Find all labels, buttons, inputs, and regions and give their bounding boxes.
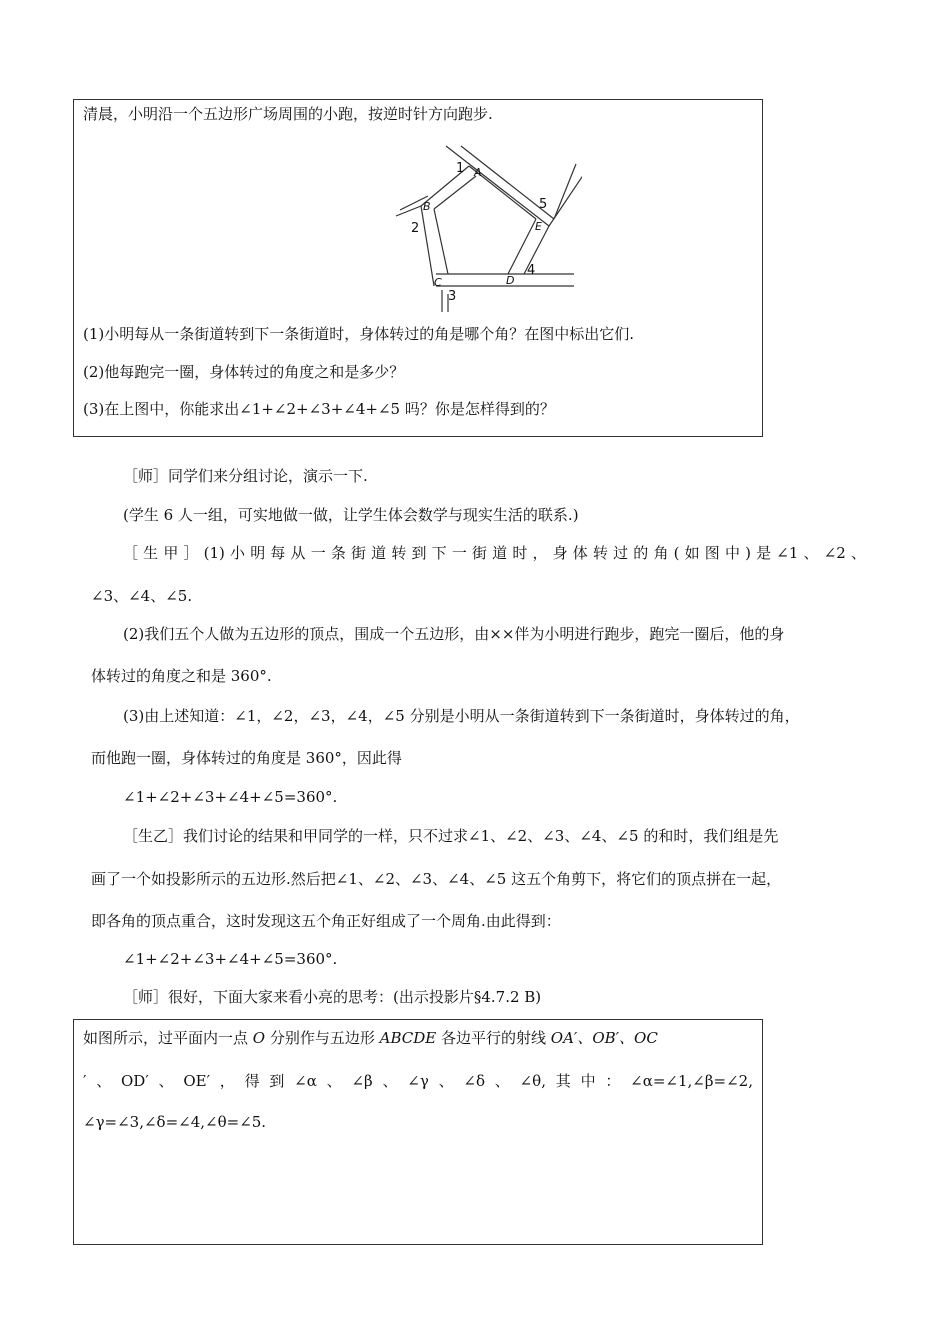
student-a-line-2: ∠3、∠4、∠5.	[91, 587, 193, 605]
student-b-line-1: ［生乙］我们讨论的结果和甲同学的一样，只不过求∠1、∠2、∠3、∠4、∠5 的和时，我们组是先	[123, 827, 779, 845]
vertex-label-a: A	[474, 166, 482, 179]
teacher-remark-2: ［师］很好，下面大家来看小亮的思考：(出示投影片§4.7.2 B)	[123, 988, 542, 1006]
slide-line-3: ∠γ=∠3,∠δ=∠4,∠θ=∠5.	[83, 1113, 267, 1131]
slide-line-1	[83, 1028, 658, 1048]
student-a-part2-line-1: (2)我们五个人做为五边形的顶点，围成一个五边形，由××伴为小明进行跑步，跑完一圈后，他的身	[123, 625, 785, 643]
activity-note: (学生 6 人一组，可实地做一做，让学生体会数学与现实生活的联系.)	[123, 506, 579, 524]
vertex-label-b: B	[423, 200, 431, 213]
formula-2: ∠1+∠2+∠3+∠4+∠5=360°.	[123, 950, 338, 968]
slide-line-1-text-a: 如图所示，过平面内一点	[83, 1029, 253, 1047]
problem-box	[73, 99, 763, 437]
question-1: (1)小明每从一条街道转到下一条街道时，身体转过的角是哪个角？在图中标出它们.	[83, 325, 635, 343]
student-a-part2-line-2: 体转过的角度之和是 360°.	[91, 667, 272, 685]
angle-label-1: 1	[456, 161, 465, 176]
teacher-remark-1: ［师］同学们来分组讨论，演示一下.	[123, 467, 368, 485]
rays-list: OA′、OB′、OC	[550, 1029, 658, 1047]
pentagon-name: ABCDE	[379, 1029, 437, 1047]
pentagon-figure	[386, 144, 582, 316]
slide-line-2: ′、OD′、OE′，得到∠α、∠β、∠γ、∠δ、∠θ,其中：∠α=∠1,∠β=∠2,	[83, 1072, 753, 1090]
point-o: O	[252, 1029, 266, 1047]
student-b-line-3: 即各角的顶点重合，这时发现这五个角正好组成了一个周角.由此得到：	[91, 912, 561, 930]
student-a-part3-line-1: (3)由上述知道：∠1，∠2，∠3，∠4，∠5 分别是小明从一条街道转到下一条街道时，身体转过的角，	[123, 707, 800, 725]
vertex-label-e: E	[535, 220, 542, 233]
slide-line-1-text-c: 各边平行的射线	[436, 1029, 551, 1047]
angle-label-2: 2	[411, 221, 420, 236]
angle-label-5: 5	[539, 197, 548, 212]
pentagon-streets-diagram	[386, 144, 582, 316]
vertex-label-c: C	[434, 276, 442, 289]
angle-label-3: 3	[448, 289, 457, 304]
angle-label-4: 4	[527, 263, 536, 278]
formula-1: ∠1+∠2+∠3+∠4+∠5=360°.	[123, 788, 338, 806]
student-b-line-2: 画了一个如投影所示的五边形.然后把∠1、∠2、∠3、∠4、∠5 这五个角剪下，将它们的顶点拼在一起，	[91, 870, 782, 888]
student-a-line-1: ［生甲］(1)小明每从一条街道转到下一街道时，身体转过的角(如图中)是∠1、∠2、	[123, 544, 866, 562]
question-3: (3)在上图中，你能求出∠1+∠2+∠3+∠4+∠5 吗？你是怎样得到的？	[83, 400, 555, 418]
problem-intro: 清晨，小明沿一个五边形广场周围的小跑，按逆时针方向跑步.	[83, 105, 493, 123]
student-a-part3-line-2: 而他跑一圈，身体转过的角度是 360°，因此得	[91, 749, 402, 767]
slide-line-1-text-b: 分别作与五边形	[265, 1029, 380, 1047]
slide-box	[73, 1019, 763, 1245]
question-2: (2)他每跑完一圈，身体转过的角度之和是多少？	[83, 363, 405, 381]
vertex-label-d: D	[506, 274, 515, 287]
